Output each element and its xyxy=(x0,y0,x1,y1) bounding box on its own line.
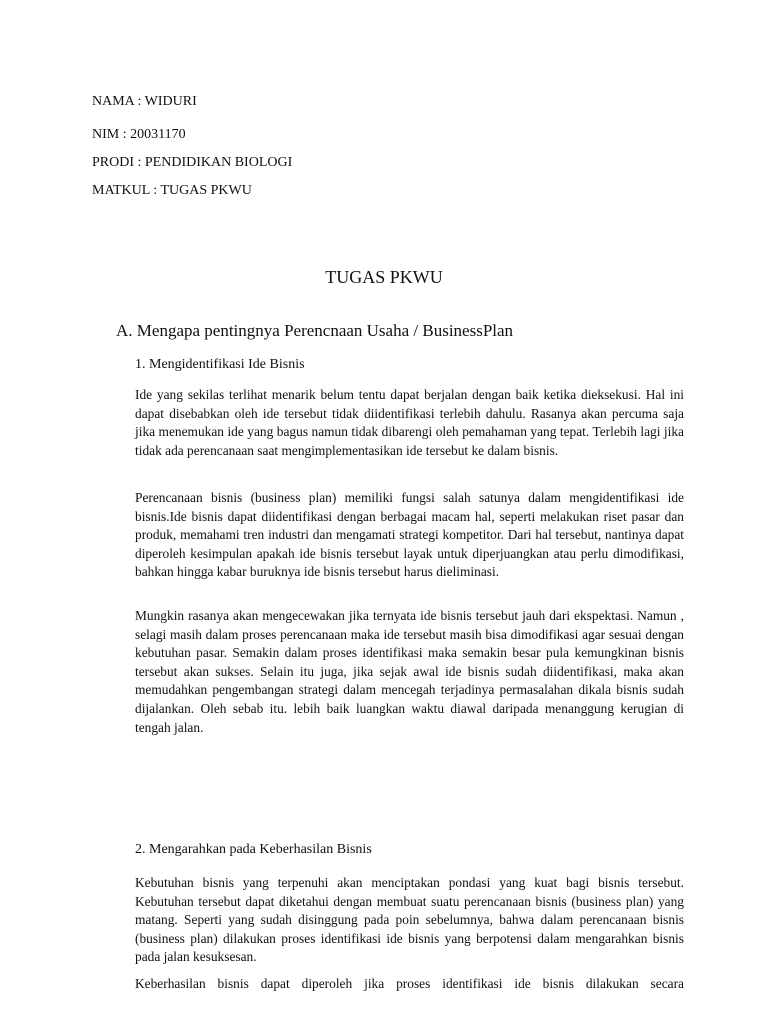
paragraph: Perencanaan bisnis (business plan) memiliki fungsi salah satunya dalam mengidentifikasi ide bisnis.Ide bisnis dapat diidentifikasi dengan berbagai macam hal, seperti melakukan riset pasar dan produk, memahami tren industri dan mengamati strategi kompetitor. Dari hal tersebut, nantinya dapat diperoleh kesimpulan apakah ide bisnis tersebut layak untuk diperjuangkan atau perlu dimodifikasi, bahkan hingga kabar buruknya ide bisnis tersebut harus dieliminasi. xyxy=(135,490,684,580)
student-prodi: PRODI : PENDIDIKAN BIOLOGI xyxy=(92,155,293,170)
paragraph: Ide yang sekilas terlihat menarik belum tentu dapat berjalan dengan baik ketika dieksekusi. Hal ini dapat disebabkan oleh ide tersebut tidak diidentifikasi terlebih dahulu. Rasanya akan percuma saja jika menemukan ide yang bagus namun tidak dibarengi oleh pemahaman yang tepat. Terlebih lagi jika tidak ada perencanaan saat mengimplementasikan ide tersebut ke dalam bisnis. xyxy=(135,387,684,458)
student-name: NAMA : WIDURI xyxy=(92,94,197,109)
paragraph: Mungkin rasanya akan mengecewakan jika ternyata ide bisnis tersebut jauh dari ekspektasi. Namun , selagi masih dalam proses perencanaan maka ide tersebut masih bisa dimodifikasi agar sesuai dengan kebutuhan pasar. Semakin dalam proses identifikasi maka semakin besar pula kemungkinan bisnis tersebut akan sukses. Selain itu juga, jika sejak awal ide bisnis sudah diidentifikasi, maka akan memudahkan pengembangan strategi dalam mencegah terjadinya permasalahan dikala bisnis sudah dijalankan. Oleh sebab itu. lebih baik luangkan waktu diawal daripada menanggung kerugian di tengah jalan. xyxy=(135,608,684,735)
section-a-heading: A. Mengapa pentingnya Perencnaan Usaha / BusinessPlan xyxy=(116,321,514,340)
point-2-heading: 2. Mengarahkan pada Keberhasilan Bisnis xyxy=(135,842,372,857)
point-1-heading: 1. Mengidentifikasi Ide Bisnis xyxy=(135,357,305,372)
paragraph: Keberhasilan bisnis dapat diperoleh jika proses identifikasi ide bisnis dilakukan secara xyxy=(135,976,684,991)
paragraph: Kebutuhan bisnis yang terpenuhi akan menciptakan pondasi yang kuat bagi bisnis tersebut. Kebutuhan tersebut dapat diketahui dengan membuat suatu perencanaan bisnis (business plan) yang matang. Seperti yang sudah disinggung pada poin sebelumnya, bahwa dalam perencanaan bisnis (business plan) dilakukan proses identifikasi ide bisnis yang berpotensi dalam mengarahkan bisnis pada jalan kesuksesan. xyxy=(135,875,684,965)
course-name: MATKUL : TUGAS PKWU xyxy=(92,183,252,198)
document-title: TUGAS PKWU xyxy=(325,267,443,287)
student-nim: NIM : 20031170 xyxy=(92,127,186,142)
